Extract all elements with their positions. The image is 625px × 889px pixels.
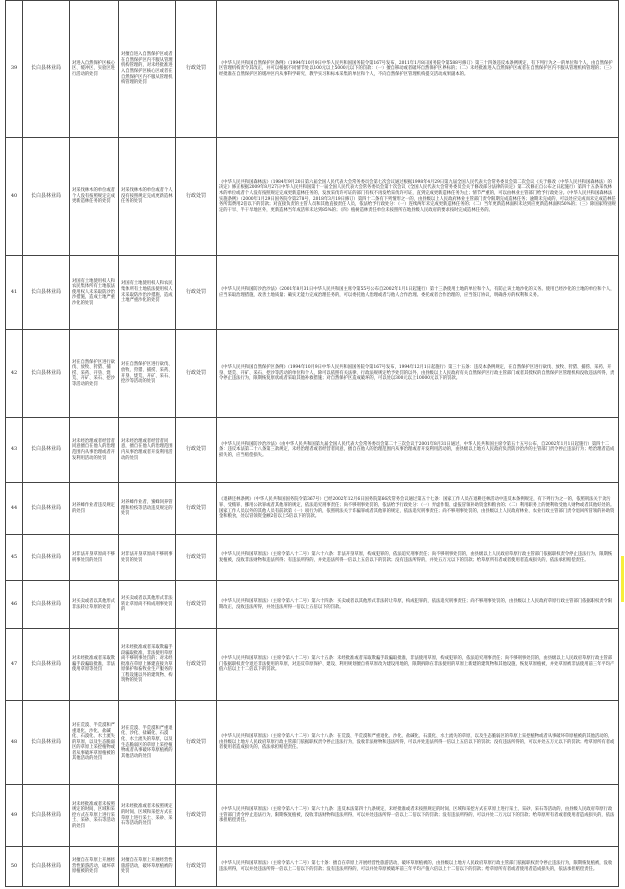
item-name: 对国有土地使用权人和农民集体所有土地依法使用权人未采取防沙治沙措施，造成土地严重沙化的处罚 [70, 256, 119, 330]
row-number: 44 [6, 483, 23, 535]
department: 长白县林业局 [23, 581, 70, 629]
power-type: 行政处罚 [176, 847, 217, 887]
legal-basis: 《中华人民共和国草原法》（主席令第八十二号）第六十八条：在荒漠、半荒漠和严重退化、沙化、盐碱化、石漠化、水土流失的草原，以及生态脆弱区的草原上采挖植物或者从事破坏草原植被的其他活动的，由县级以上地方人民政府草原行政主管部门依据职权责令停止违法行为，没收非法财物和违法所得，可以并处违法所得一倍以上五倍以下的罚款；没有违法所得的，可以并处五万元以下的罚款；给草原所有者或者使用者造成损失的，依法承担赔偿责任。 [217, 701, 619, 785]
department: 长白县林业局 [23, 256, 70, 330]
row-number: 42 [6, 330, 23, 418]
department: 长白县林业局 [23, 701, 70, 785]
power-type: 行政处罚 [176, 138, 217, 256]
item-detail: 对未经治理或者经营者同意，擅自在他人的治理范围内从事治理或者开发利用活动的处罚 [119, 418, 176, 483]
department: 长白县林业局 [23, 418, 70, 483]
item-name: 对非法开垦草原尚不够刑事处罚的处罚 [70, 535, 119, 581]
table-row [6, 138, 619, 256]
table-row [6, 483, 619, 535]
row-number: 43 [6, 418, 23, 483]
penalty-table [5, 0, 619, 887]
row-number: 41 [6, 256, 23, 330]
table-row [6, 701, 619, 785]
table-row [6, 330, 619, 418]
row-number: 39 [6, 1, 23, 138]
legal-basis: 《中华人民共和国森林法》（1984年9月20日第六届全国人民代表大会常务委员会第七次会议通过根据1998年4月29日第九届全国人民代表大会常务委员会第二次会议《关于修改〈中华人民共和国森林法〉的决定》修正根据2009年8月27日中华人民共和国第十一届全国人民代表大会常务委员会第十次会议《全国人民代表大会常务委员会关于修改部分法律的决定》第二次修正自公布之日起施行）第四十五条采伐林木的单位或者个人没有按照规定完成更新造林任务的，发放采伐许可证的部门有权不再发给采伐许可证，直到完成更新造林任务为止；情节严重的，可以由林业主管部门给予行政处分。《中华人民共和国森林法实施条例》（2000年1月29日国务院令第278号，2018年3月19日修订）第四十二条有下列情形之一的，由县级以上人民政府林业主管部门责令限期完成造林任务；逾期未完成的，可以处应完成而未完成造林任务所需费用2倍以下的罚款；对直接负责的主管人员和其他直接责任人员，依法给予行政处分：（一）连续两年未完成更新造林任务的；（二）当年更新造林面积未达到应更新造林面积50%的；（三）除国家特别规定的干旱、半干旱地区外，更新造林当年成活率未达到85%的；（四）植树造林责任单位未按照所在地县级人民政府的要求按时完成造林任务的。 [217, 138, 619, 256]
legal-basis: 《退耕还林条例》（中华人民共和国国务院令第367号）已经2002年12月6日国务院第66次常务会议通过第五十七条：国家工作人员在退耕还林活动中违反本条例规定，有下列行为之一的，依照刑法关于贪污罪、受贿罪、挪用公款罪或者其他罪的规定，依法追究刑事责任；尚不够刑事处罚的，依法给予行政处分：（一）弄虚作假、虚报冒领补助资金和粮食的；（二）利用职务上的便利收受他人财物或者其他好处的。国家工作人员以外的其他人员有前款第（一）项行为的，依照刑法关于诈骗罪或者其他罪的规定，依法追究刑事责任；尚不够刑事处罚的，由县级以上人民政府林业、农业行政主管部门责令退回所冒领的补助资金和粮食，处以冒领资金额2倍以上5倍以下的罚款。 [217, 483, 619, 535]
row-number: 50 [6, 847, 23, 887]
legal-basis: 《中华人民共和国草原法》（主席令第八十二号）第六十四条：买卖或者以其他形式非法转让草原，构成犯罪的，依法追究刑事责任；尚不够刑事处罚的，由县级以上人民政府草原行政主管部门依据职权责令限期改正，没收违法所得，并处违法所得一倍以上五倍以下的罚款。 [217, 581, 619, 629]
table-row [6, 785, 619, 847]
highlight-marker [621, 556, 624, 602]
item-name: 对在荒漠、半荒漠和严重退化、沙化、盐碱化、石漠化、水土流失的草原，以及生态脆弱区的草原上采挖植物或者从事破坏草原植被的其他活动的处罚 [70, 701, 119, 785]
item-detail: 对未经批准或者采取欺骗手段骗取批准，非法使用草原尚不够刑事处罚的；对未经批准在草原上修建直接为草原保护和畜牧业生产服务的工程设施以外的建筑物、构筑物的处罚 [119, 629, 176, 701]
legal-basis: 《中华人民共和国防沙治沙法》（由中华人民共和国第九届全国人民代表大会常务委员会第二十三次会议于2001年8月31日通过，中华人民共和国主席令第五十五号公布，自2002年1月1日起施行）第四十二条：违反本法第二十八条第三款规定，未经治理者或者经营者同意，擅自在他人的治理范围内从事治理或者开发利用活动的，由县级以上地方人民政府负责防沙治沙的主管部门责令停止违法行为；给治理者造成损失的，应当赔偿损失。 [217, 418, 619, 483]
table-row [6, 629, 619, 701]
legal-basis: 《中华人民共和国自然保护区条例》（1994年10月9日中华人民共和国国务院令第167号发布，1994年12月1日起施行）第三十五条：违反本条例规定，在自然保护区进行砍伐、放牧、狩猎、捕捞、采药、开垦、烧荒、开矿、采石、挖沙等活动的单位和个人，除可以依照有关法律、行政法规规定给予处罚的以外，由县级以上人民政府有关自然保护区行政主管部门或者其授权的自然保护区管理机构没收违法所得，责令停止违法行为，限期恢复原状或者采取其他补救措施；对自然保护区造成破坏的，可以处以300元以上10000元以下的罚款。 [217, 330, 619, 418]
department: 长白县林业局 [23, 483, 70, 535]
item-detail: 对非法开垦草原尚不够刑事处罚的处罚 [119, 535, 176, 581]
item-detail: 对买卖或者以其他形式非法转让草原尚不构成刑事处罚的 [119, 581, 176, 629]
item-detail: 对国有土地使用权人和农民集体所有土地依法使用权人未采取防沙治沙措施，造成土地严重沙化的处罚 [119, 256, 176, 330]
table-row [6, 256, 619, 330]
item-name: 对买卖或者以其他形式非法转让草原的处罚 [70, 581, 119, 629]
power-type: 行政处罚 [176, 581, 217, 629]
item-name: 对养蜂作业者违反规定的处罚 [70, 483, 119, 535]
department: 长白县林业局 [23, 1, 70, 138]
row-number: 48 [6, 701, 23, 785]
legal-basis: 《中华人民共和国草原法》（主席令第八十二号）第六十六条：非法开垦草原，构成犯罪的，依法追究刑事责任；尚不够刑事处罚的，由县级以上人民政府草原行政主管部门依据职权责令停止违法行为，限期恢复植被，没收非法财物和违法所得；有违法所得的，并处违法所得一倍以上五倍以下的罚款；没有违法所得的，并处五万元以下的罚款；给草原所有者或者使用者造成损失的，依法承担赔偿责任。 [217, 535, 619, 581]
department: 长白县林业局 [23, 535, 70, 581]
item-name: 对进入自然保护区核心区、缓冲区、实验区进行活动的处罚 [70, 1, 119, 138]
legal-basis: 《中华人民共和国防沙治沙法》（2001年8月31日中华人民共和国主席令第55号公布自2002年1月1日起施行）第十三条使用土地的单位和个人，有防止该土地沙化的义务。使用已经沙化的土地的单位和个人，应当采取治理措施，改善土地质量；确实无能力完成治理任务的，可以委托他人治理或者与他人合作治理。委托或者合作治理的，应当签订协议，明确各方的权利和义务。 [217, 256, 619, 330]
item-detail: 对在荒漠、半荒漠和严重退化、沙化、盐碱化、石漠化、水土流失的草原，以及生态脆弱区的草原上采挖植物或者从事破坏草原植被的其他活动的处罚 [119, 701, 176, 785]
power-type: 行政处罚 [176, 629, 217, 701]
department: 长白县林业局 [23, 785, 70, 847]
legal-basis: 《中华人民共和国草原法》（主席令第八十二号）第六十九条：违反本法第四十九条规定，未经批准或者未按照规定的时间、区域和采挖方式在草原上进行采土、采砂、采石等活动的，由县级人民政府草原行政主管部门责令停止违法行为，限期恢复植被，没收非法财物和违法所得，可以并处违法所得一倍以上二倍以下的罚款；没有违法所得的，可以并处二万元以下的罚款；给草原所有者或者使用者造成损失的，依法承担赔偿责任。 [217, 785, 619, 847]
item-detail: 对采伐林木的单位或者个人没有按照规定完成更新造林任务的处罚 [119, 138, 176, 256]
legal-basis: 《中华人民共和国自然保护区条例》（1994年10月9日中华人民共和国国务院令第167号发布，2011年1月8日国务院令第588号修订）第三十四条违反本条例规定，有下列行为之一的单位和个人，由自然保护区管理机构责令其改正，并可以根据不同情节处以100元以上5000元以下的罚款：（一）擅自移动或者破坏自然保护区界标的；（二）未经批准进入自然保护区或者在自然保护区内不服从管理机构管理的；（三）经批准在自然保护区的缓冲区内从事科学研究、教学实习和标本采集的单位和个人，不向自然保护区管理机构提交活动成果副本的。 [217, 1, 619, 138]
item-name: 对在自然保护区进行砍伐、放牧、狩猎、捕捞、采药、开垦、烧荒、开矿、采石、挖沙等活动的处罚 [70, 330, 119, 418]
row-number: 40 [6, 138, 23, 256]
power-type: 行政处罚 [176, 535, 217, 581]
department: 长白县林业局 [23, 847, 70, 887]
power-type: 行政处罚 [176, 483, 217, 535]
row-number: 45 [6, 535, 23, 581]
power-type: 行政处罚 [176, 701, 217, 785]
item-detail: 对擅自在草原上开展经营性旅游活动，破坏草原植被的处罚 [119, 847, 176, 887]
power-type: 行政处罚 [176, 330, 217, 418]
power-type: 行政处罚 [176, 1, 217, 138]
power-type: 行政处罚 [176, 418, 217, 483]
table-row [6, 535, 619, 581]
item-name: 对未经批准或者未按照规定的时间、区域和采挖方式在草原上进行采土、采砂、采石等活动的处罚 [70, 785, 119, 847]
table-row [6, 1, 619, 138]
power-type: 行政处罚 [176, 256, 217, 330]
power-type: 行政处罚 [176, 785, 217, 847]
item-detail: 对在自然保护区进行砍伐、放牧、狩猎、捕捞、采药、开垦、烧荒、开矿、采石、挖沙等活动的处罚 [119, 330, 176, 418]
department: 长白县林业局 [23, 138, 70, 256]
item-name: 对采伐林木的单位或者个人没有按照规定完成更新造林任务的处罚 [70, 138, 119, 256]
item-detail: 对未经批准或者未按照规定的时间、区域和采挖方式在草原上进行采土、采砂、采石等活动的处罚 [119, 785, 176, 847]
table-row [6, 418, 619, 483]
legal-basis: 《中华人民共和国草原法》（主席令第八十二号）第七十条：擅自在草原上开展经营性旅游活动，破坏草原植被的，由县级以上地方人民政府草原行政主管部门依据职权责令停止违法行为，限期恢复植被，没收违法所得，可以并处违法所得一倍以上二倍以下的罚款；没有违法所得的，可以并处草原被破坏前三年平均产值六倍以上十二倍以下的罚款；给草原所有者或者使用者造成损失的，依法承担赔偿责任。 [217, 847, 619, 887]
legal-basis: 《中华人民共和国草原法》（主席令第八十二号）第六十五条：未经批准或者采取欺骗手段骗取批准，非法使用草原，构成犯罪的，依法追究刑事责任；尚不够刑事处罚的，由县级以上人民政府草原行政主管部门依据职权责令退还非法使用的草原，对违反草原保护、建设、利用规划擅自将草原改为建设用地的，限期拆除在非法使用的草原上新建的建筑物和其他设施，恢复草原植被，并处草原被非法使用前三年平均产值六倍以上十二倍以下的罚款。 [217, 629, 619, 701]
item-detail: 对养蜂作业者、蜜蜂饲养管理和检疫等活动违反规定的处罚 [119, 483, 176, 535]
item-name: 对擅自在草原上开展经营性旅游活动，破坏草原植被的处罚 [70, 847, 119, 887]
row-number: 47 [6, 629, 23, 701]
item-name: 对未经批准或者采取欺骗手段骗取批准，非法使用草原等处罚 [70, 629, 119, 701]
row-number: 46 [6, 581, 23, 629]
department: 长白县林业局 [23, 629, 70, 701]
item-detail: 对擅自进入自然保护区或者在自然保护区内不服从管理机构管理的，对未经批准进入自然保护区核心区或者在自然保护区内不服从管理机构管理的处罚 [119, 1, 176, 138]
row-number: 49 [6, 785, 23, 847]
table-row [6, 847, 619, 887]
department: 长白县林业局 [23, 330, 70, 418]
item-name: 对未经治理或者经营者同意擅自在他人的治理范围内从事治理或者开发利用活动的处罚 [70, 418, 119, 483]
table-row [6, 581, 619, 629]
